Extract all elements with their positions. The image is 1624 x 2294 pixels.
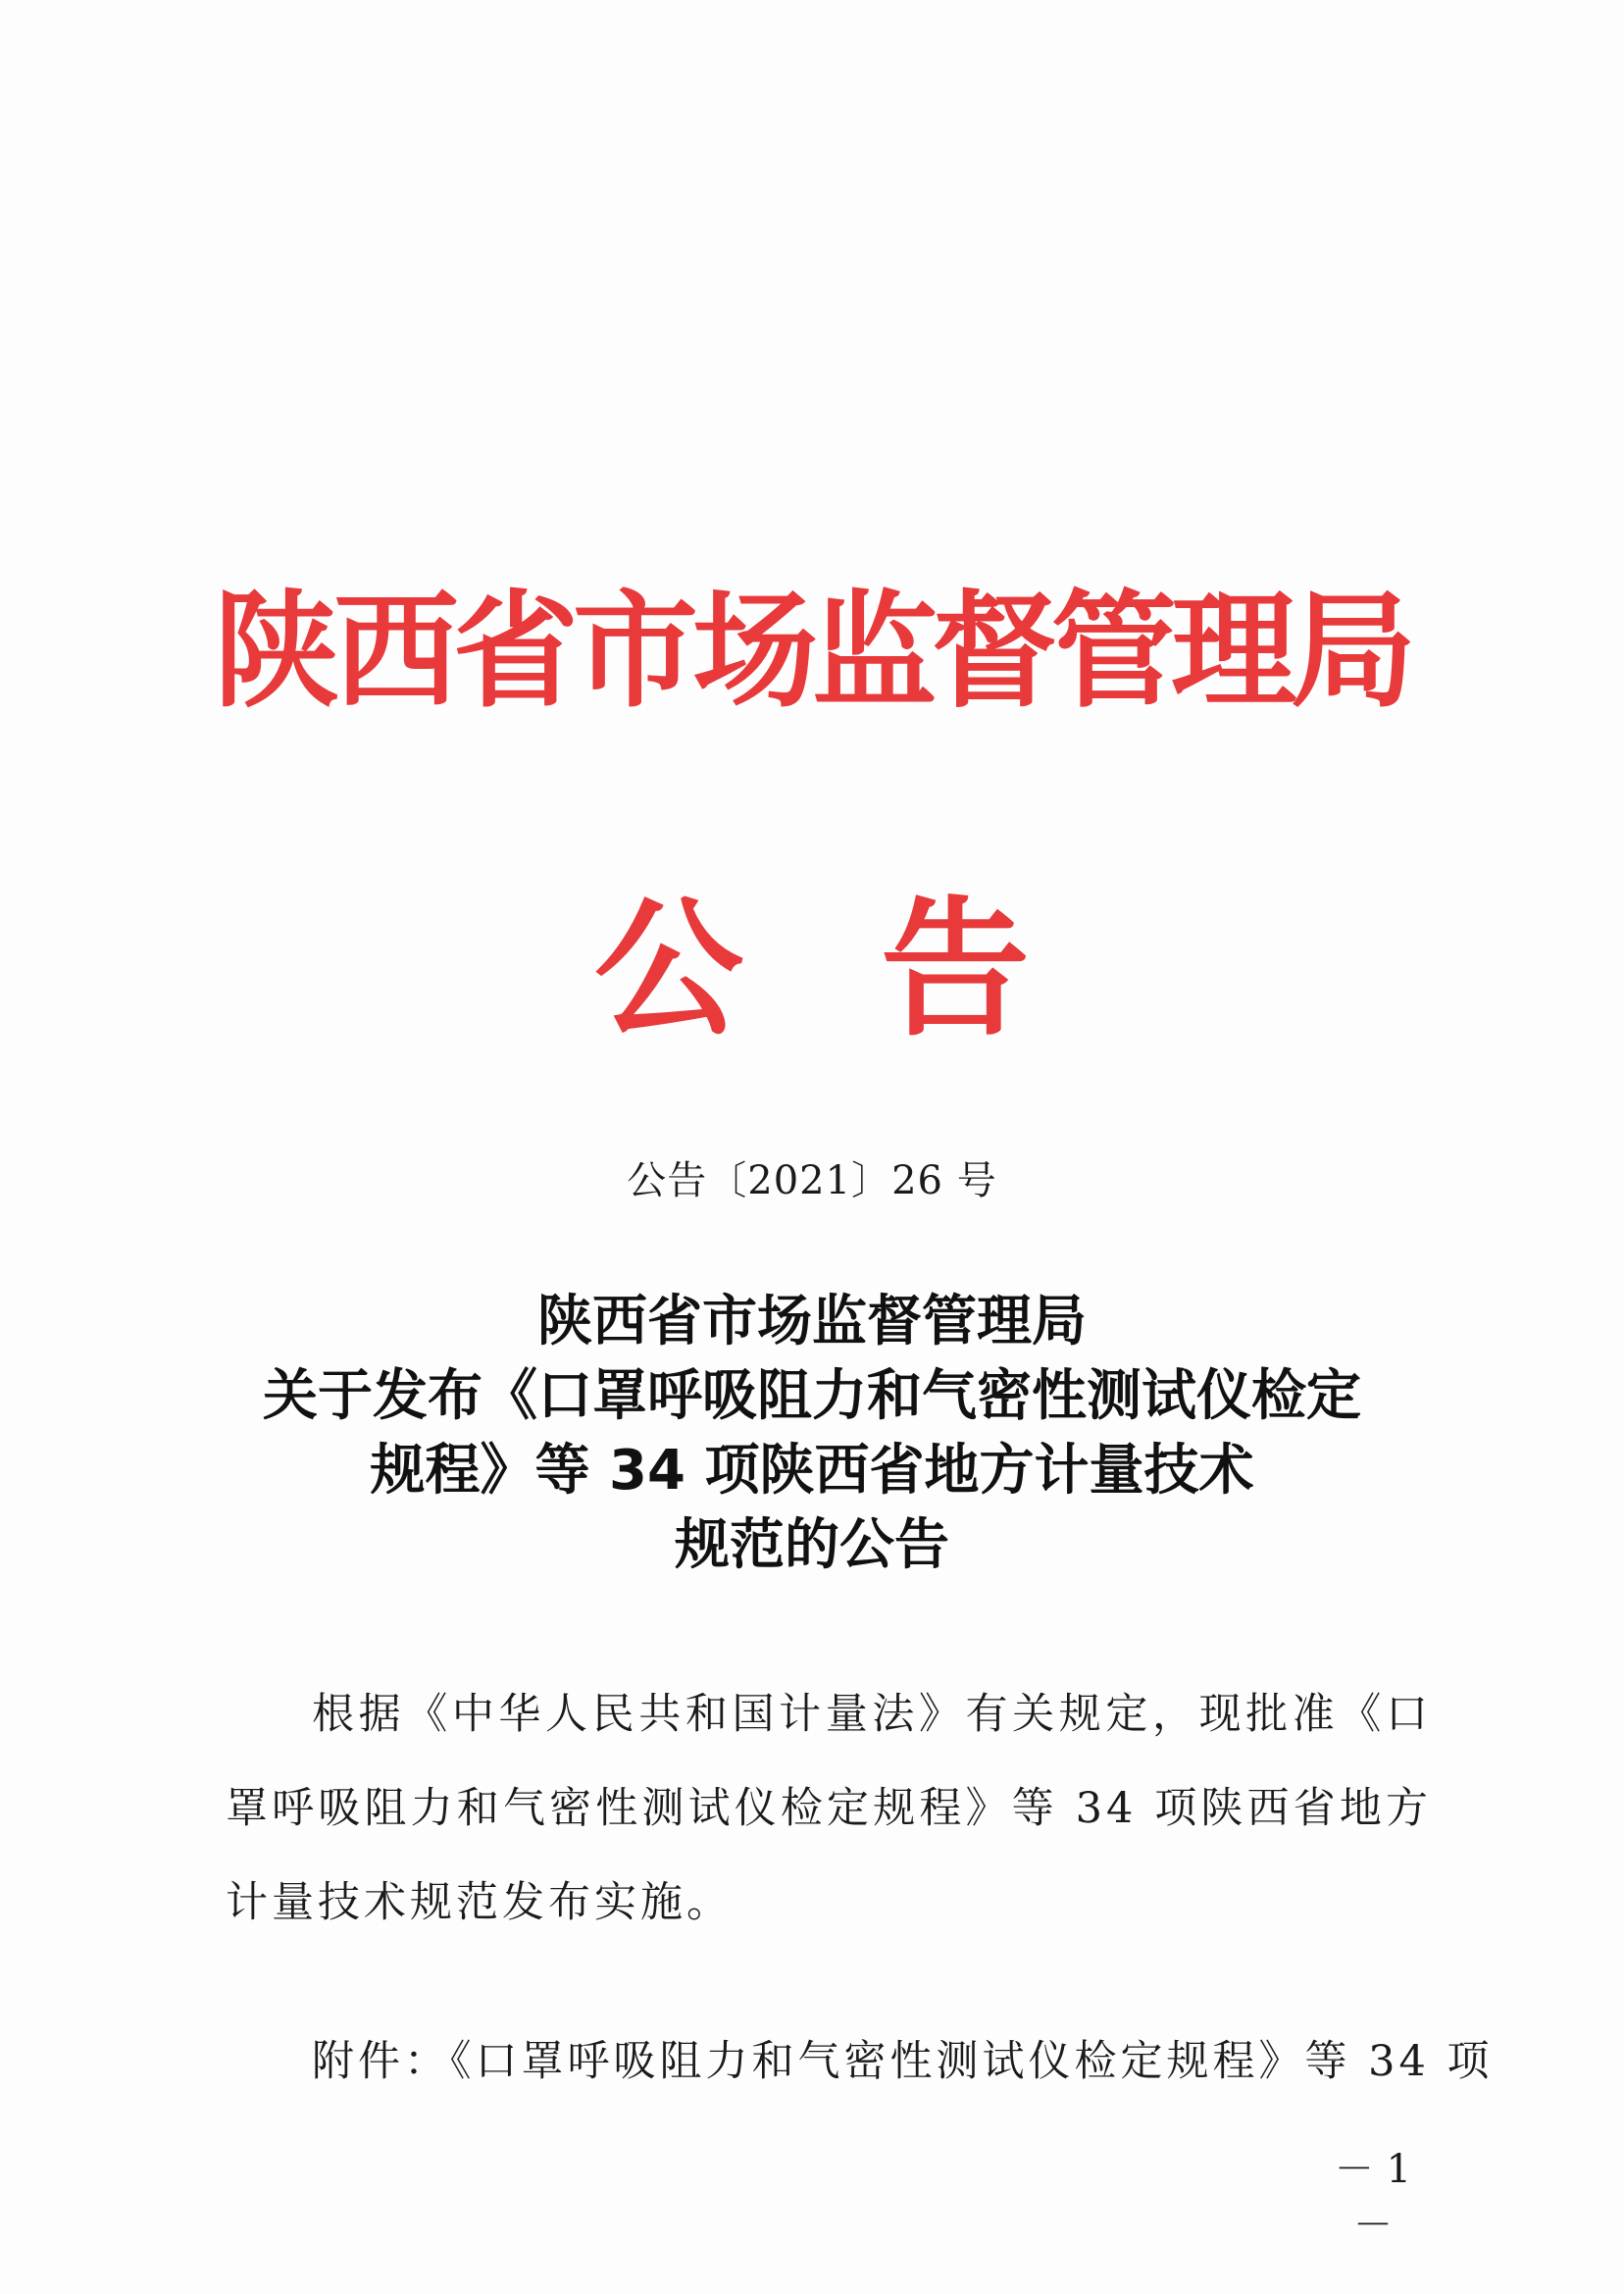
- title-line-4: 规范的公告: [675, 1513, 949, 1577]
- body-paragraph: 根据《中华人民共和国计量法》有关规定，现批准《口罩呼吸阻力和气密性测试仪检定规程》等 34 项陕西省地方计量技术规范发布实施。: [226, 1690, 1432, 1927]
- title-line-1: 陕西省市场监督管理局: [537, 1290, 1087, 1353]
- document-number: 公告〔2021〕26 号: [627, 1158, 997, 1203]
- issuer-header: 陕西省市场监督管理局: [213, 578, 1410, 725]
- announcement-title: [177, 1285, 1447, 1583]
- attachment-line: 附件：《口罩呼吸阻力和气密性测试仪检定规程》等 34 项: [312, 2037, 1494, 2086]
- document-type-char-1: 公: [594, 881, 743, 1056]
- page-number: － 1 －: [1334, 2147, 1412, 2248]
- title-line-2: 关于发布《口罩呼吸阻力和气密性测试仪检定: [263, 1364, 1361, 1428]
- document-type-char-2: 告: [881, 881, 1030, 1056]
- title-line-3: 规程》等 34 项陕西省地方计量技术: [370, 1439, 1254, 1503]
